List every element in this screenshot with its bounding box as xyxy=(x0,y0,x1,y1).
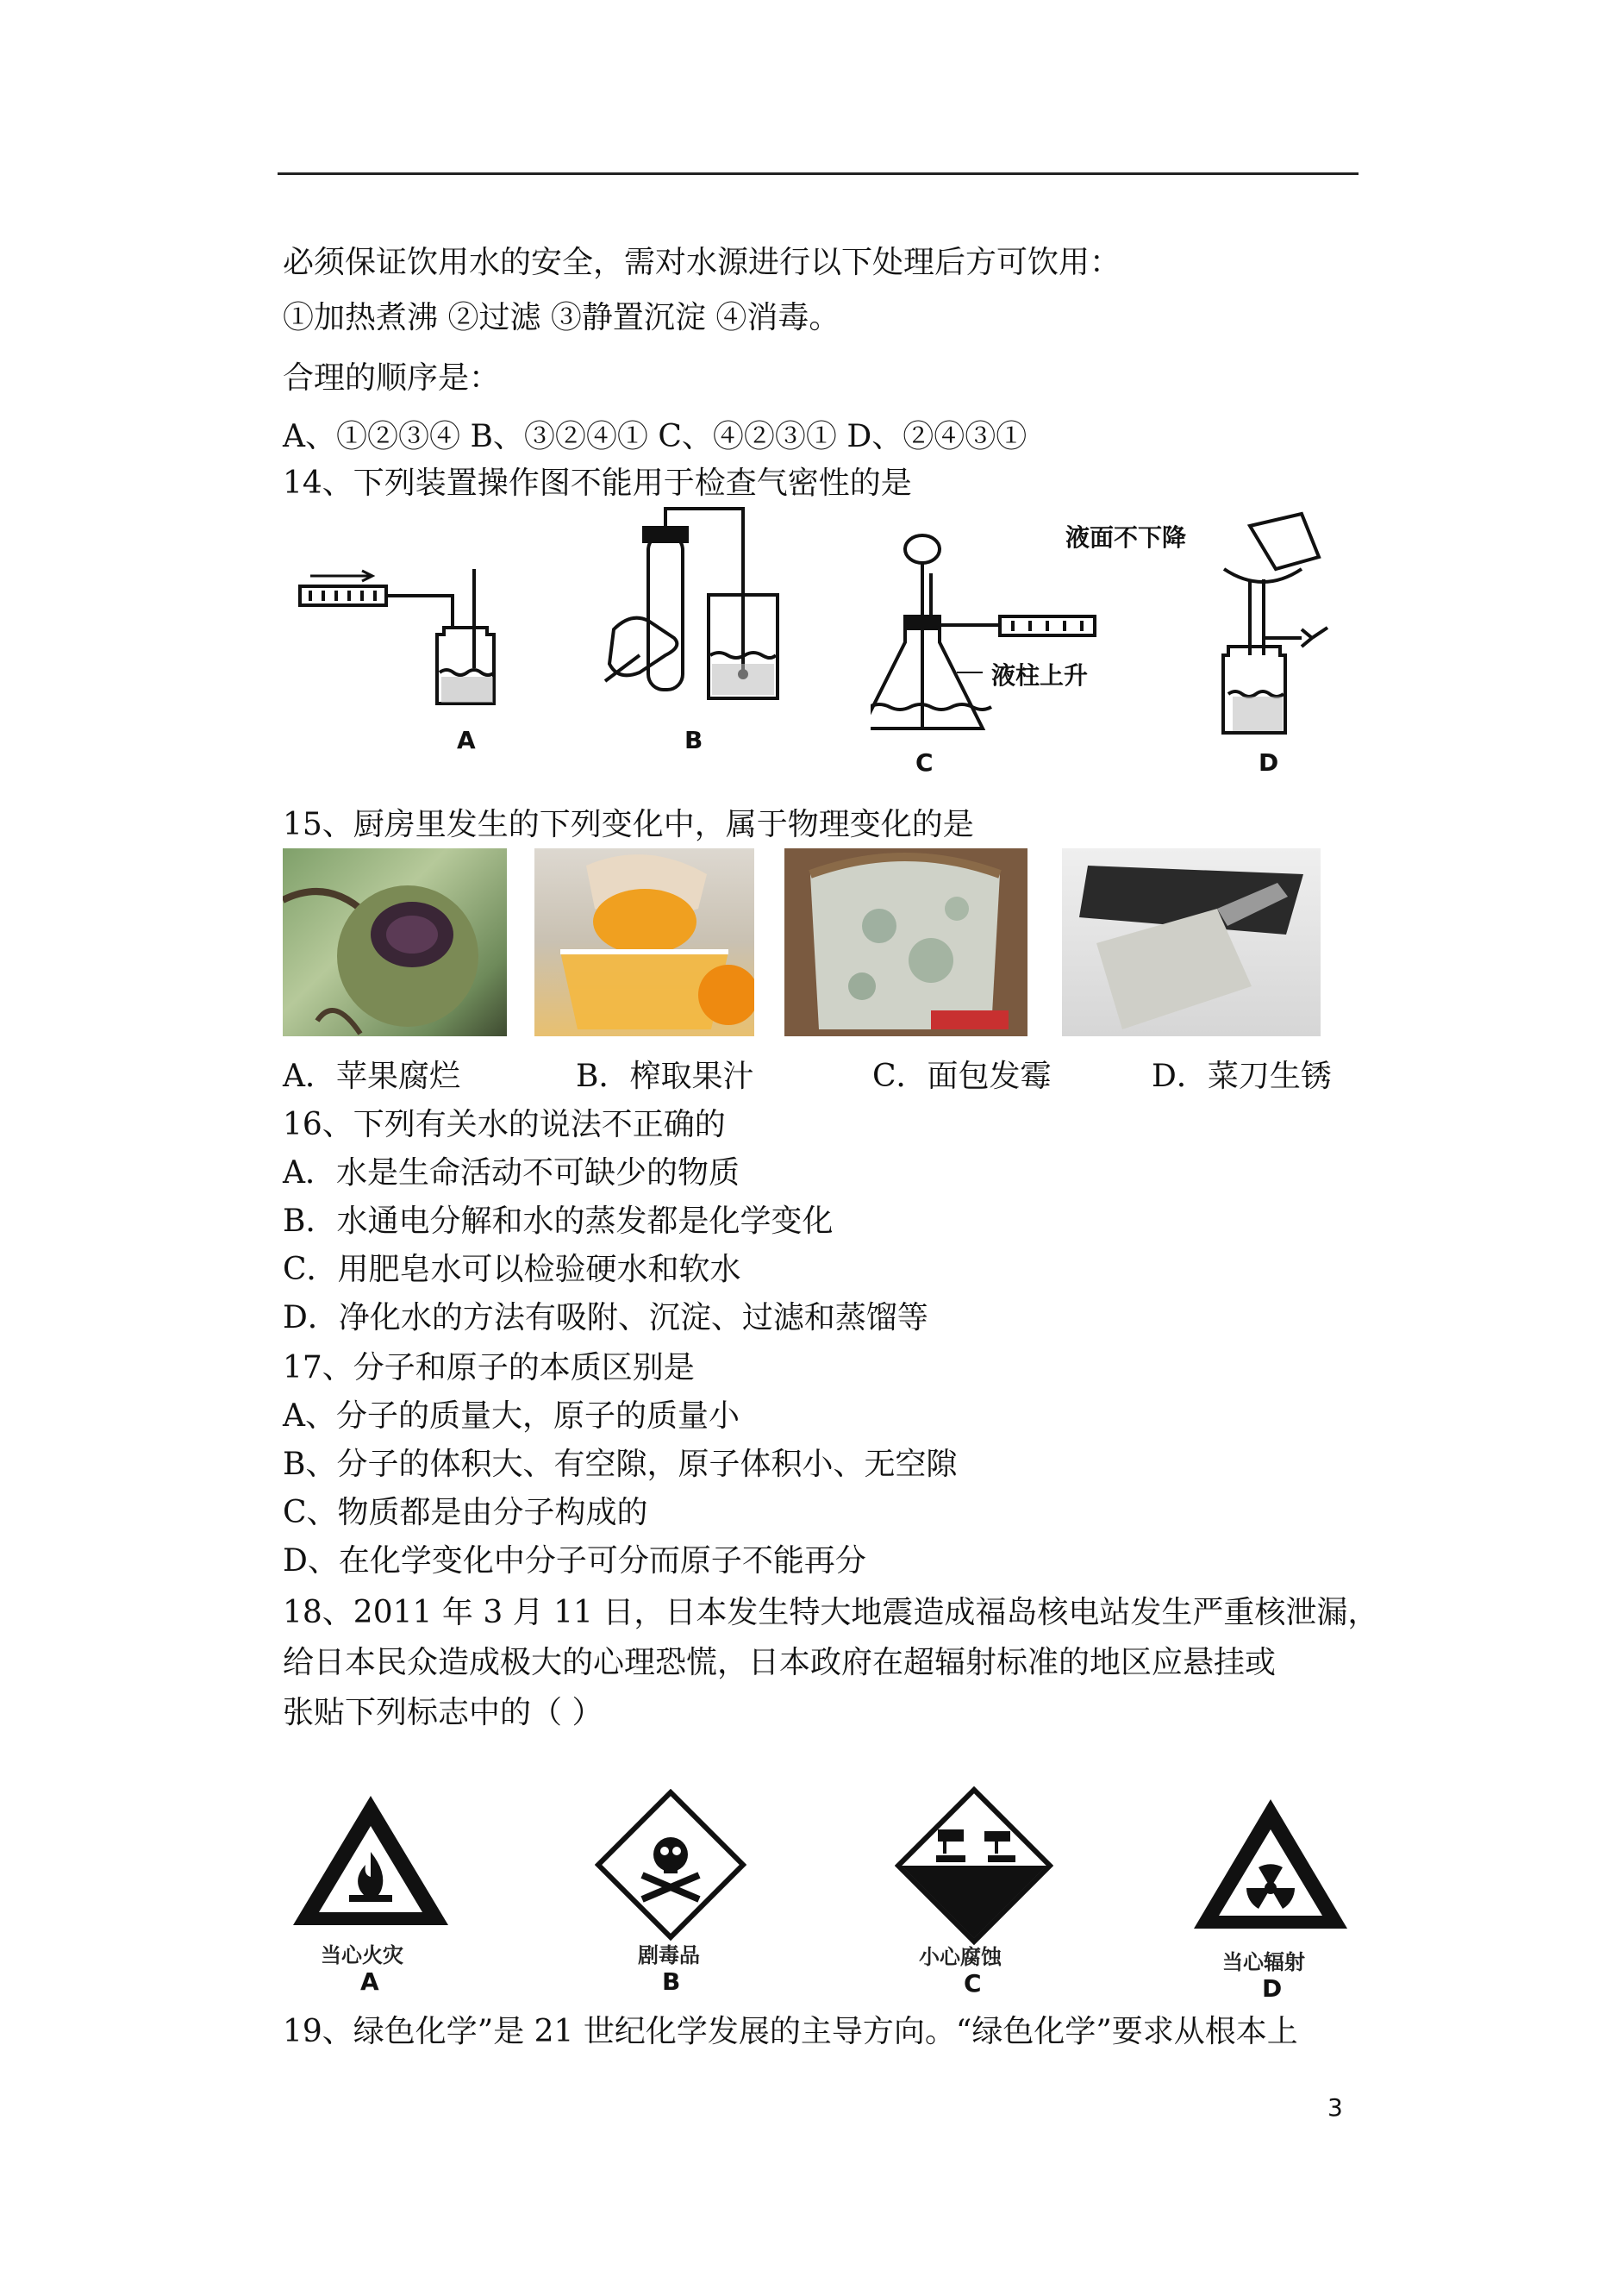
sign-b-caption: 剧毒品 xyxy=(638,1943,700,1967)
fire-warning-sign xyxy=(289,1792,453,1929)
q16-stem: 16、下列有关水的说法不正确的 xyxy=(283,1107,726,1142)
sign-a-letter: A xyxy=(360,1967,379,1996)
sign-c-letter: C xyxy=(964,1969,982,1998)
q18-line1: 18、2011 年 3 月 11 日，日本发生特大地震造成福岛核电站发生严重核泄漏， xyxy=(283,1595,1379,1630)
q15-option-d: D．菜刀生锈 xyxy=(1152,1059,1332,1094)
apparatus-c-figure xyxy=(871,530,1129,746)
corrosive-sign xyxy=(895,1786,1053,1945)
q16-option-a: A．水是生命活动不可缺少的物质 xyxy=(283,1155,740,1191)
q17-option-b: B、分子的体积大、有空隙，原子体积小、无空隙 xyxy=(283,1447,958,1482)
q17-option-c: C、物质都是由分子构成的 xyxy=(283,1495,648,1530)
q16-option-d: D．净化水的方法有吸附、沉淀、过滤和蒸馏等 xyxy=(283,1300,928,1335)
q14-stem: 14、下列装置操作图不能用于检查气密性的是 xyxy=(283,466,912,501)
apparatus-c-label: C xyxy=(915,748,934,777)
q18-line3: 张贴下列标志中的（ ） xyxy=(283,1695,603,1730)
q19-line1: 19、绿色化学”是 21 世纪化学发展的主导方向。“绿色化学”要求从根本上 xyxy=(283,2014,1298,2049)
apparatus-b-figure xyxy=(597,500,786,716)
q16-option-b: B．水通电分解和水的蒸发都是化学变化 xyxy=(283,1204,834,1239)
q15-stem: 15、厨房里发生的下列变化中，属于物理变化的是 xyxy=(283,807,974,842)
apparatus-a-label: A xyxy=(457,726,476,754)
q15-option-c: C．面包发霉 xyxy=(872,1059,1052,1094)
q18-line2: 给日本民众造成极大的心理恐慌，日本政府在超辐射标准的地区应悬挂或 xyxy=(283,1645,1277,1680)
kitchen-knife-photo xyxy=(1062,848,1321,1036)
apparatus-b-label: B xyxy=(684,726,703,754)
q15-option-b: B．榨取果汁 xyxy=(576,1059,754,1094)
q17-option-a: A、分子的质量大，原子的质量小 xyxy=(283,1398,740,1434)
sign-b-letter: B xyxy=(662,1967,681,1996)
apparatus-a-figure xyxy=(293,552,517,707)
header-rule xyxy=(278,172,1359,175)
sign-a-caption: 当心火灾 xyxy=(321,1943,403,1967)
sign-d-letter: D xyxy=(1262,1974,1283,2003)
apparatus-d-annotation: 液面不下降 xyxy=(1065,523,1187,552)
q16-option-c: C．用肥皂水可以检验硬水和软水 xyxy=(283,1252,741,1287)
page-number: 3 xyxy=(1327,2093,1343,2122)
q13-options: A、①②③④ B、③②④① C、④②③① D、②④③① xyxy=(283,419,1027,454)
rotten-apple-photo xyxy=(283,848,507,1036)
q17-option-d: D、在化学变化中分子可分而原子不能再分 xyxy=(283,1543,866,1579)
sign-d-caption: 当心辐射 xyxy=(1222,1950,1305,1974)
apparatus-c-annotation: 液柱上升 xyxy=(991,661,1089,690)
sign-c-caption: 小心腐蚀 xyxy=(919,1945,1002,1969)
juicing-photo xyxy=(534,848,754,1036)
toxic-sign xyxy=(595,1789,746,1941)
apparatus-d-label: D xyxy=(1259,748,1279,777)
q17-stem: 17、分子和原子的本质区别是 xyxy=(283,1350,695,1385)
apparatus-d-figure xyxy=(1198,509,1371,741)
moldy-bread-photo xyxy=(784,848,1027,1036)
q13-line2: ①加热煮沸 ②过滤 ③静置沉淀 ④消毒。 xyxy=(283,300,840,335)
q13-line3: 合理的顺序是： xyxy=(283,360,501,396)
radiation-warning-sign xyxy=(1190,1795,1352,1933)
q13-line1: 必须保证饮用水的安全，需对水源进行以下处理后方可饮用： xyxy=(283,245,1121,280)
q15-option-a: A．苹果腐烂 xyxy=(283,1059,460,1094)
